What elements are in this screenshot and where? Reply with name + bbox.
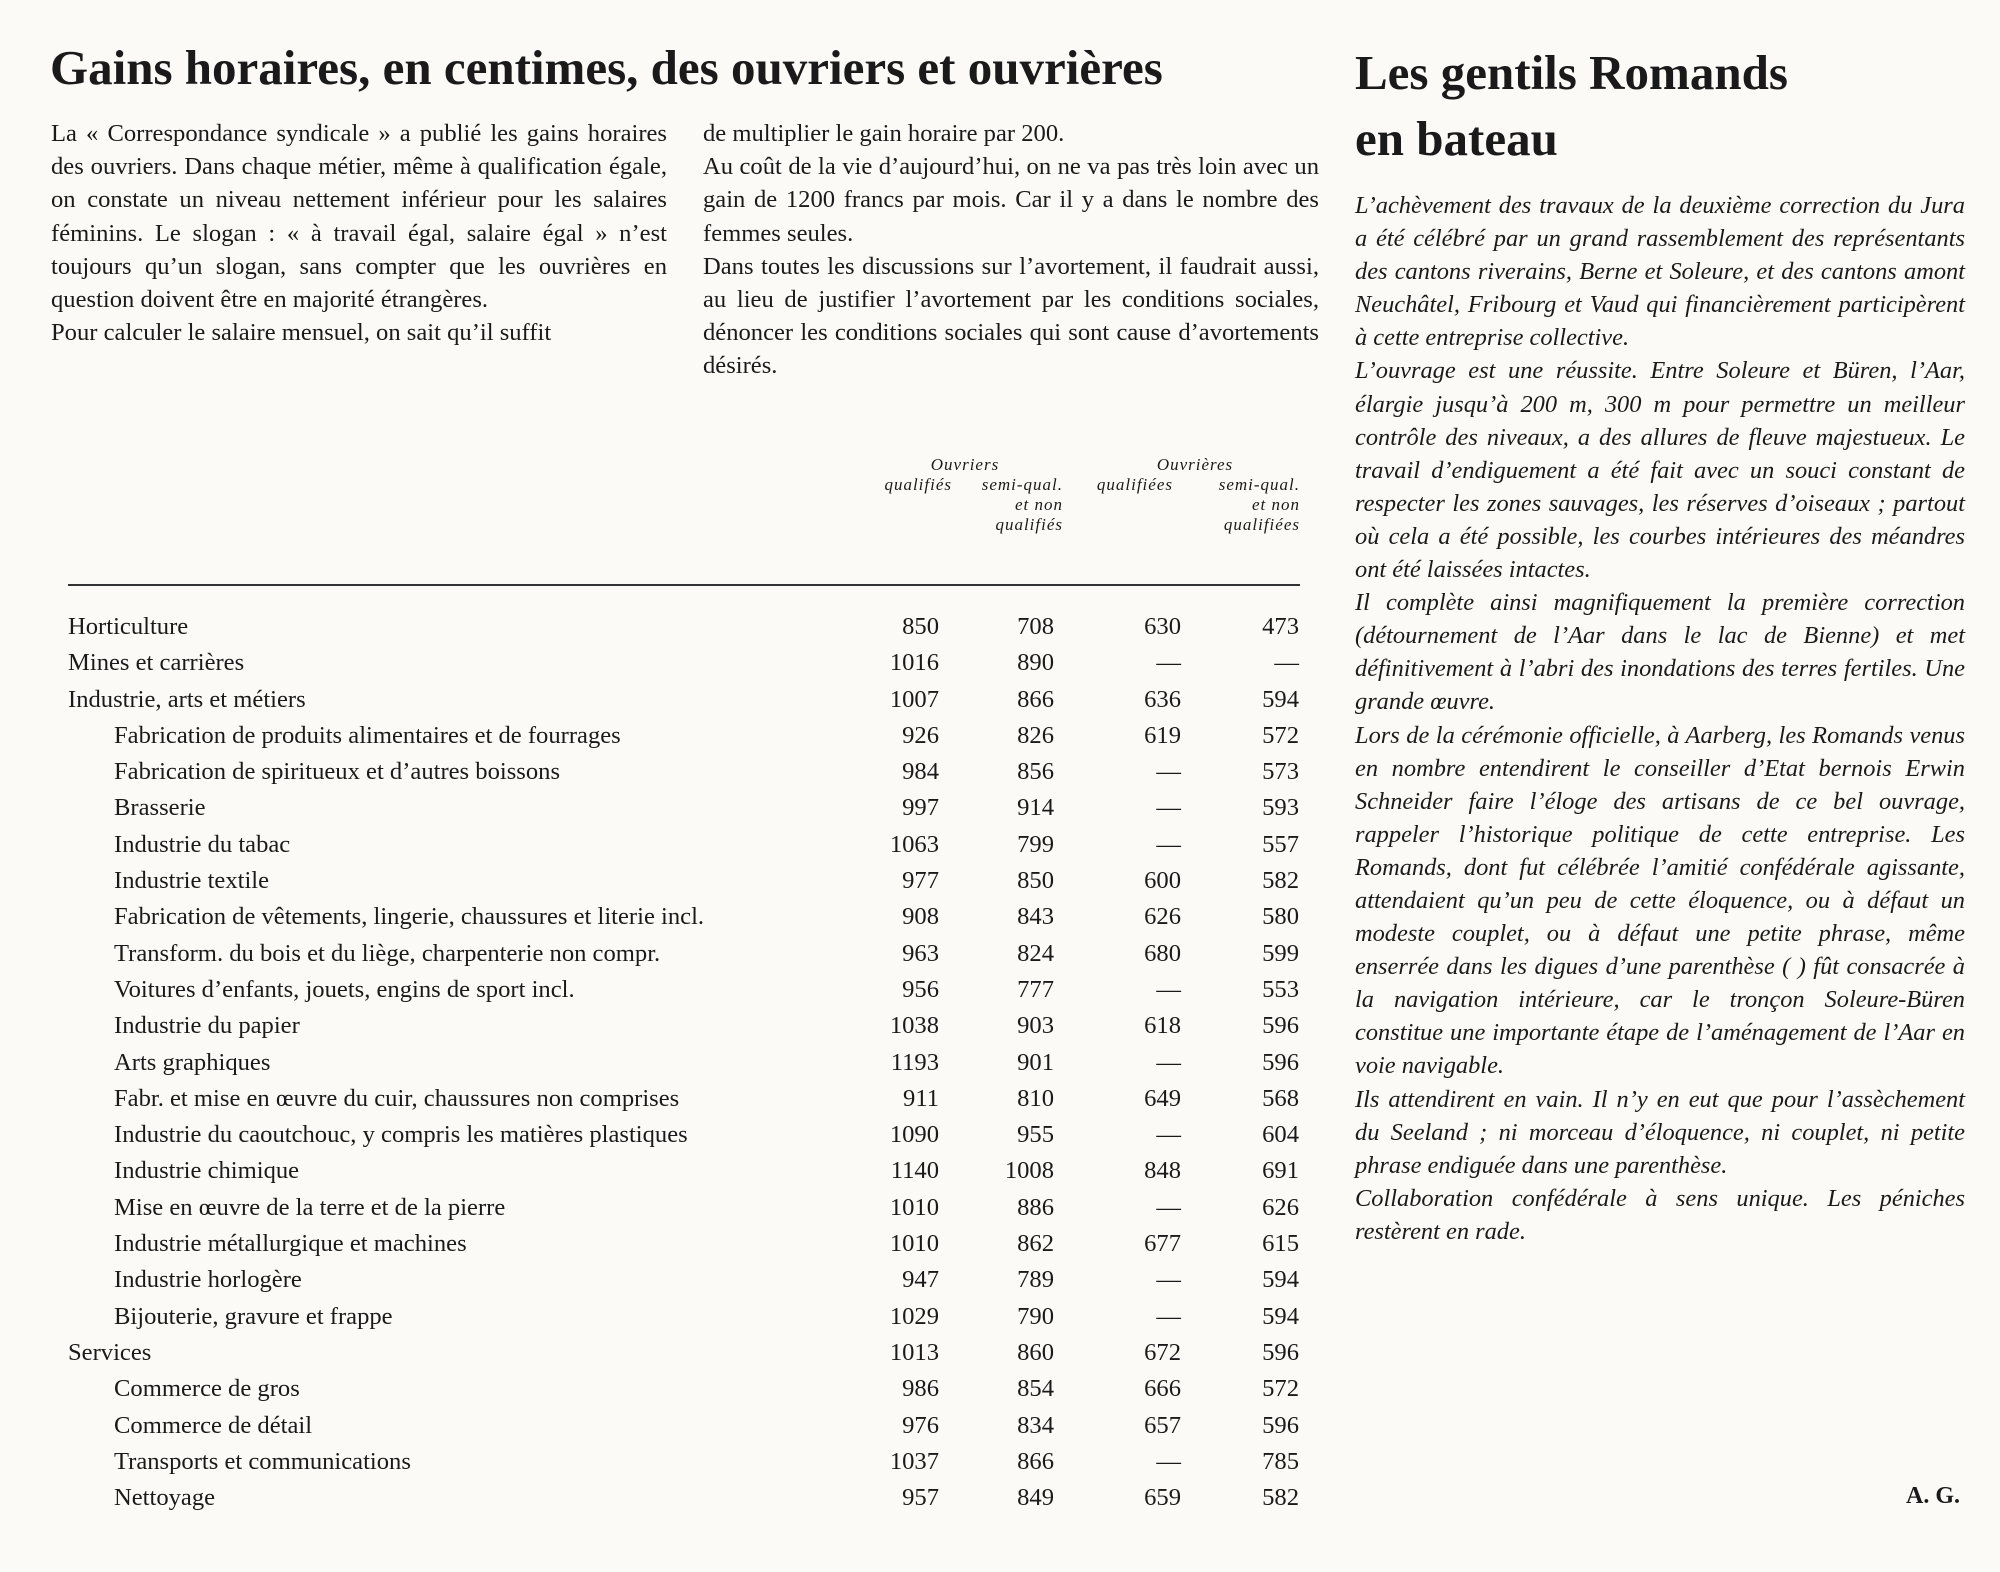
row-label: Industrie métallurgique et machines [114,1230,467,1258]
row-value: 1063 [889,830,939,858]
row-label: Transports et communications [114,1447,411,1475]
row-value: 890 [1017,649,1054,677]
row-label: Fabrication de produits alimentaires et de fourrages [114,721,621,749]
row-value: 977 [902,867,939,895]
row-label: Fabrication de vêtements, lingerie, chaussures et literie incl. [114,903,705,931]
table-row [68,1226,1300,1262]
row-value: 799 [1017,830,1054,858]
row-value: 568 [1262,1084,1299,1112]
paragraph: L’achèvement des travaux de la deuxième correction du Jura a été célébré par un grand rassemblement des représentants des cantons riverains, Berne et Soleure, et des cantons amont Neuchâtel, Fribourg et Vaud qui financièrement participèrent à cette entreprise collective. [1355,192,1965,352]
article-title-wages: Gains horaires, en centimes, des ouvriers et ouvrières [50,40,1163,95]
row-value: 594 [1262,685,1299,713]
row-value: 626 [1144,903,1181,931]
table-row [68,1299,1300,1335]
paragraph: Lors de la cérémonie officielle, à Aarberg, les Romands venus en nombre entendirent le conseiller d’Etat bernois Erwin Schneider faire l’éloge des artisans de ce bel ouvrage, rappeler l’historique politique de cette entreprise. Les Romands, dont fut célébrée l’amitié confédérale agissante, attendaient qu’un peu de cette éloquence, ou à défaut un modeste couplet, ou à défaut une petite phrase, même enserrée dans les digues d’une parenthèse ( ) fût consacrée à la navigation intérieure, car le tronçon Soleure-Büren constitue une importante étape de l’aménagement de l’Aar en voie navigable. [1355,721,1965,1080]
row-value: 785 [1262,1447,1299,1475]
paragraph: de multiplier le gain horaire par 200. [703,120,1065,147]
table-header [855,455,1305,567]
row-value: 947 [902,1266,939,1294]
row-value: 834 [1017,1411,1054,1439]
row-value: 843 [1017,903,1054,931]
row-value: 582 [1262,867,1299,895]
wage-table [68,609,1300,1516]
row-value: 596 [1262,1048,1299,1076]
row-value: 580 [1262,903,1299,931]
table-row [68,1480,1300,1516]
row-label: Services [68,1338,152,1366]
row-value: 901 [1017,1048,1054,1076]
row-value: 856 [1017,758,1054,786]
row-value: — [1156,758,1181,786]
author-signature: A. G. [1906,1483,1960,1509]
paragraph: La « Correspondance syndicale » a publié les gains horaires des ouvriers. Dans chaque métier, même à qualification égale, on constate un niveau nettement inférieur pour les salaires féminins. Le slogan : « à travail égal, salaire égal » n’est toujours qu’un slogan, sans compter que les ouvrières en question doivent être en majorité étrangères. [51,120,667,314]
row-label: Fabrication de spiritueux et d’autres boissons [114,758,561,786]
row-value: 866 [1017,1447,1054,1475]
row-label: Industrie, arts et métiers [68,685,306,713]
table-row [68,1408,1300,1444]
row-label: Nettoyage [114,1484,216,1512]
row-value: 666 [1144,1375,1181,1403]
header-qualified-women: qualifiées [1096,475,1173,494]
row-value: 976 [902,1411,939,1439]
table-row [68,682,1300,718]
row-value: 986 [902,1375,939,1403]
row-label: Commerce de gros [114,1375,300,1403]
row-value: 1008 [1004,1157,1054,1185]
row-value: 630 [1144,613,1181,640]
row-value: 963 [902,939,939,967]
header-line: qualifiées [1223,515,1300,534]
header-line: semi-qual. [981,475,1063,494]
row-label: Commerce de détail [114,1411,313,1439]
paragraph: Pour calculer le salaire mensuel, on sait qu’il suffit [51,319,552,347]
row-value: 557 [1262,830,1299,858]
paragraph: Au coût de la vie d’aujourd’hui, on ne va pas très loin avec un gain de 1200 francs par mois. Car il y a dans le nombre des femmes seules. [703,153,1319,247]
row-value: 810 [1017,1084,1054,1112]
row-value: 860 [1017,1338,1054,1366]
row-value: 955 [1017,1121,1054,1149]
row-value: 850 [1017,867,1054,895]
header-line: qualifiés [995,515,1063,534]
row-value: — [1156,1048,1181,1076]
row-value: 914 [1017,794,1054,822]
table-row [68,1444,1300,1480]
row-value: — [1156,830,1181,858]
intro-column-1 [51,117,667,349]
row-value: 619 [1144,721,1181,749]
table-rule [68,584,1300,586]
header-group-men: Ouvriers [930,455,1000,474]
row-value: 1029 [889,1302,939,1330]
row-value: 672 [1144,1338,1181,1366]
row-value: 826 [1017,721,1054,749]
row-value: 636 [1144,685,1181,713]
paragraph: Collaboration confédérale à sens unique. Les péniches restèrent en rade. [1355,1184,1965,1245]
row-value: 908 [902,903,939,931]
row-value: 553 [1262,975,1299,1003]
row-value: 596 [1262,1338,1299,1366]
paragraph: Ils attendirent en vain. Il n’y en eut que pour l’assèchement du Seeland ; ni morceau d’éloquence, ni couplet, ni petite phrase endiguée dans une parenthèse. [1355,1085,1965,1179]
row-value: 790 [1017,1302,1054,1330]
row-value: 1010 [889,1230,939,1258]
table-row [68,609,1300,645]
row-label: Brasserie [114,794,206,822]
row-value: 848 [1144,1157,1181,1185]
table-row [68,936,1300,972]
title-line: Les gentils Romands [1355,45,1788,100]
row-value: 1140 [890,1157,939,1185]
table-row [68,1045,1300,1081]
table-row [68,827,1300,863]
row-value: 956 [902,975,939,1003]
row-value: — [1156,1193,1181,1221]
row-value: 1013 [889,1338,939,1366]
row-label: Bijouterie, gravure et frappe [114,1302,393,1330]
row-value: 691 [1262,1157,1299,1185]
row-value: 604 [1262,1121,1299,1149]
row-value: 594 [1262,1266,1299,1294]
row-value: 984 [902,758,939,786]
row-label: Voitures d’enfants, jouets, engins de sport incl. [114,975,575,1003]
row-value: 862 [1017,1230,1054,1258]
row-value: 957 [902,1484,939,1512]
row-value: 789 [1017,1266,1054,1294]
row-value: 573 [1262,758,1299,786]
header-line: et non [1251,495,1300,514]
row-value: 596 [1262,1411,1299,1439]
row-value: 1193 [890,1048,939,1076]
title-line: en bateau [1355,111,1558,166]
row-value: 1037 [889,1447,939,1475]
row-value: 680 [1144,939,1181,967]
table-row [68,1008,1300,1044]
row-value: 903 [1017,1012,1054,1040]
row-label: Arts graphiques [114,1048,271,1076]
header-semi-men [935,475,1063,535]
table-row [68,1081,1300,1117]
row-value: 1007 [889,685,939,713]
header-group-women: Ouvrières [1156,455,1234,474]
intro-column-2 [703,117,1319,383]
row-value: 854 [1017,1375,1054,1403]
romands-article-body [1355,189,1965,1248]
table-row [68,863,1300,899]
row-value: 997 [902,794,939,822]
header-qualified-men: qualifiés [884,475,952,494]
row-value: 1090 [889,1121,939,1149]
row-value: — [1156,794,1181,822]
row-label: Horticulture [68,613,189,640]
row-label: Mise en œuvre de la terre et de la pierre [114,1193,506,1221]
row-value: 594 [1262,1302,1299,1330]
header-semi-women [1155,475,1300,535]
table-row [68,1371,1300,1407]
row-label: Industrie du papier [114,1012,300,1040]
paragraph: Il complète ainsi magnifiquement la première correction (détournement de l’Aar dans le lac de Bienne) et met définitivement à l’abri des inondations des terres fertiles. Une grande œuvre. [1355,589,1965,716]
table-row [68,754,1300,790]
row-value: 572 [1262,721,1299,749]
header-line: et non [1014,495,1063,514]
row-value: 1038 [889,1012,939,1040]
row-value: — [1156,649,1181,677]
table-row [68,1262,1300,1298]
row-value: 615 [1262,1230,1299,1258]
row-value: 599 [1262,939,1299,967]
row-value: 777 [1017,975,1054,1003]
row-value: — [1156,1302,1181,1330]
row-value: — [1156,1121,1181,1149]
row-label: Industrie du caoutchouc, y compris les matières plastiques [114,1121,688,1149]
table-row [68,899,1300,935]
table-row [68,790,1300,826]
row-value: 649 [1144,1084,1181,1112]
row-value: 1016 [889,649,939,677]
row-value: 926 [902,721,939,749]
row-label: Mines et carrières [68,649,245,677]
row-value: 572 [1262,1375,1299,1403]
header-line: semi-qual. [1218,475,1300,494]
row-value: 659 [1144,1484,1181,1512]
table-row [68,1190,1300,1226]
row-value: 618 [1144,1012,1181,1040]
table-row [68,1117,1300,1153]
table-row [68,1335,1300,1371]
row-value: 657 [1144,1411,1181,1439]
row-value: 582 [1262,1484,1299,1512]
paragraph: L’ouvrage est une réussite. Entre Soleure et Büren, l’Aar, élargie jusqu’à 200 m, 300 m pour permettre un meilleur contrôle des niveaux, a des allures de fleuve majestueux. Le travail d’endiguement a été fait avec un souci constant de respecter les zones sauvages, les réserves d’oiseaux ; partout où cela a été possible, les courbes intérieures des méandres ont été laissées intactes. [1355,357,1965,584]
row-value: — [1156,1266,1181,1294]
row-value: 596 [1262,1012,1299,1040]
row-value: — [1274,649,1299,677]
row-value: 1010 [889,1193,939,1221]
row-value: 849 [1017,1484,1054,1512]
row-value: 677 [1144,1230,1181,1258]
row-value: 886 [1017,1193,1054,1221]
row-label: Industrie chimique [114,1157,300,1185]
row-value: — [1156,975,1181,1003]
article-title-romands [1355,40,1955,172]
row-value: 600 [1144,867,1181,895]
row-label: Fabr. et mise en œuvre du cuir, chaussures non comprises [114,1084,680,1112]
row-label: Industrie du tabac [114,830,291,858]
row-value: 473 [1262,613,1299,640]
table-row [68,645,1300,681]
row-value: 911 [903,1084,939,1112]
table-row [68,1153,1300,1189]
row-value: 593 [1262,794,1299,822]
row-value: — [1156,1447,1181,1475]
row-value: 866 [1017,685,1054,713]
row-value: 626 [1262,1193,1299,1221]
table-row [68,972,1300,1008]
row-value: 708 [1017,613,1054,640]
table-row [68,718,1300,754]
row-label: Industrie horlogère [114,1266,302,1294]
paragraph: Dans toutes les discussions sur l’avortement, il faudrait aussi, au lieu de justifier l’avortement par les conditions sociales, dénoncer les conditions sociales qui sont cause d’avortements désirés. [703,252,1319,380]
row-value: 824 [1017,939,1054,967]
row-value: 850 [902,613,939,640]
row-label: Transform. du bois et du liège, charpenterie non compr. [114,939,661,967]
row-label: Industrie textile [114,867,270,895]
